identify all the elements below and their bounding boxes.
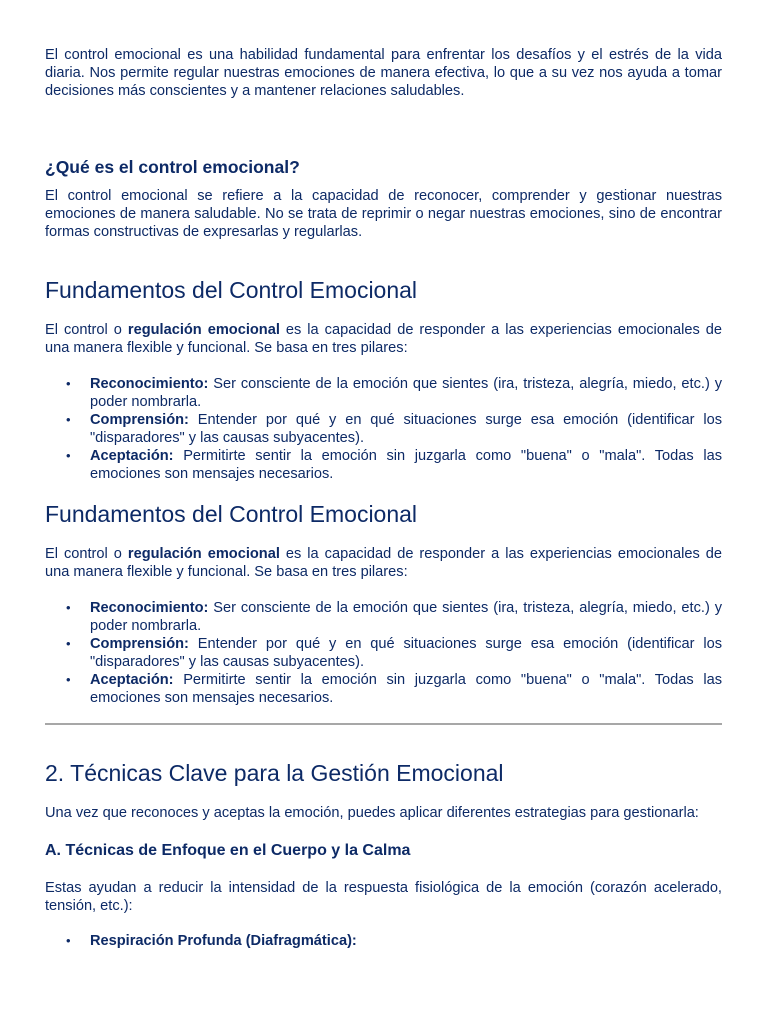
item-term: Aceptación: [90,672,174,688]
bullet-icon: • [66,933,71,948]
bullet-icon: • [66,412,71,427]
fundamentos-intro [45,321,722,357]
item-term: Comprensión: [90,636,189,652]
list-item [45,447,722,483]
fundamentos-intro-repeat [45,545,722,581]
tecnicas-heading: 2. Técnicas Clave para la Gestión Emocional [45,760,504,786]
item-term: Reconocimiento: [90,376,209,392]
horizontal-divider [45,723,722,725]
item-text: Ser consciente de la emoción que sientes (ira, tristeza, alegría, miedo, etc.) y poder nombrarla. [90,600,722,634]
item-term: Aceptación: [90,448,174,464]
item-text: Entender por qué y en qué situaciones surge esa emoción (identificar los "disparadores" y las causas subyacentes). [90,636,722,670]
bullet-icon: • [66,376,71,391]
que-es-paragraph: El control emocional se refiere a la capacidad de reconocer, comprender y gestionar nuestras emociones de manera saludable. No se trata de reprimir o negar nuestras emociones, sino de encontrar formas constructivas de expresarlas y regularlas. [45,188,722,240]
tecnicas-list [45,932,722,950]
list-item [45,599,722,635]
item-term: Comprensión: [90,412,189,428]
fundamentos-intro-pre: El control o [45,546,128,562]
bullet-icon: • [66,636,71,651]
pilares-list-repeat [45,599,722,707]
fundamentos-intro-bold: regulación emocional [127,546,280,562]
fundamentos-heading-repeat: Fundamentos del Control Emocional [45,501,418,527]
bullet-icon: • [66,600,71,615]
intro-paragraph: El control emocional es una habilidad fundamental para enfrentar los desafíos y el estrés de la vida diaria. Nos permite regular nuestras emociones de manera efectiva, lo que a su vez nos ayuda a tomar decisiones más conscientes y a mantener relaciones saludables. [45,47,722,99]
tecnicas-subheading: A. Técnicas de Enfoque en el Cuerpo y la Calma [45,842,411,859]
list-item [45,635,722,671]
list-item [45,375,722,411]
tecnicas-sub-paragraph: Estas ayudan a reducir la intensidad de la respuesta fisiológica de la emoción (corazón acelerado, tensión, etc.): [45,880,722,914]
fundamentos-intro-bold: regulación emocional [127,322,280,338]
item-text: Ser consciente de la emoción que sientes (ira, tristeza, alegría, miedo, etc.) y poder nombrarla. [90,376,722,410]
pilares-list [45,375,722,483]
que-es-heading: ¿Qué es el control emocional? [45,157,300,177]
list-item [45,932,722,950]
item-text: Permitirte sentir la emoción sin juzgarla como "buena" o "mala". Todas las emociones son mensajes necesarios. [90,448,722,482]
bullet-icon: • [66,448,71,463]
fundamentos-heading: Fundamentos del Control Emocional [45,277,418,303]
fundamentos-intro-post: es la capacidad de responder a las experiencias emocionales de una manera flexible y funcional. Se basa en tres pilares: [45,546,723,580]
bullet-icon: • [66,672,71,687]
list-item [45,671,722,707]
fundamentos-intro-post: es la capacidad de responder a las experiencias emocionales de una manera flexible y funcional. Se basa en tres pilares: [45,322,723,356]
tecnicas-intro: Una vez que reconoces y aceptas la emoción, puedes aplicar diferentes estrategias para gestionarla: [45,805,699,821]
item-text: Entender por qué y en qué situaciones surge esa emoción (identificar los "disparadores" y las causas subyacentes). [90,412,722,446]
item-term: Respiración Profunda (Diafragmática): [90,933,357,949]
item-term: Reconocimiento: [90,600,209,616]
list-item [45,411,722,447]
item-text: Permitirte sentir la emoción sin juzgarla como "buena" o "mala". Todas las emociones son mensajes necesarios. [90,672,722,706]
fundamentos-intro-pre: El control o [45,322,128,338]
